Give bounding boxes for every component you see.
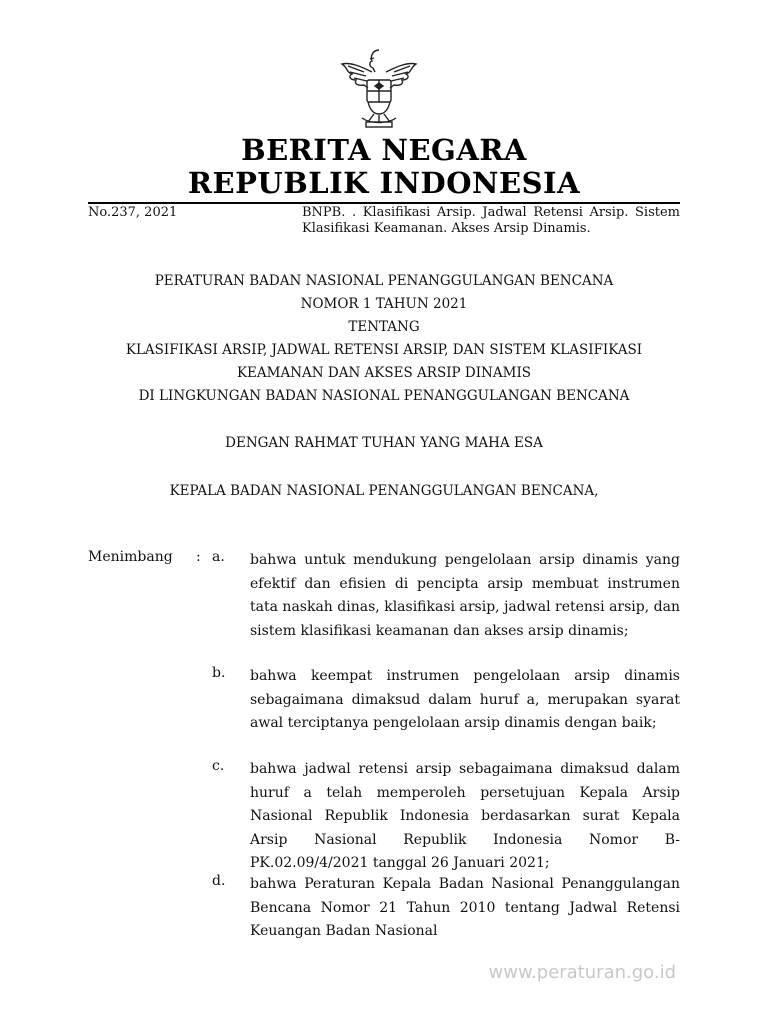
header-divider — [88, 202, 680, 204]
garuda-emblem-icon — [334, 42, 424, 132]
gazette-description: BNPB. . Klasifikasi Arsip. Jadwal Retensi Arsip. Sistem Klasifikasi Keamanan. Akses Arsip Dinamis. — [302, 205, 680, 236]
item-letter: d. — [212, 873, 226, 889]
rahmat-line: DENGAN RAHMAT TUHAN YANG MAHA ESA — [225, 435, 543, 451]
item-letter: c. — [212, 758, 225, 774]
item-text: bahwa keempat instrumen pengelolaan arsip dinamis sebagaimana dimaksud dalam huruf a, merupakan syarat awal terciptanya pengelolaan arsip dinamis dengan baik; — [250, 668, 680, 732]
regulation-line5: KEAMANAN DAN AKSES ARSIP DINAMIS — [236, 365, 532, 381]
gazette-title-line1: BERITA NEGARA — [241, 133, 527, 167]
item-letter: a. — [212, 549, 225, 565]
gazette-number: No.237, 2021 — [88, 205, 178, 220]
item-letter: b. — [212, 665, 226, 681]
regulation-heading — [80, 270, 688, 408]
menimbang-label: Menimbang — [88, 549, 173, 565]
watermark-url: www.peraturan.go.id — [488, 962, 676, 983]
item-text: bahwa jadwal retensi arsip sebagaimana dimaksud dalam huruf a telah memperoleh persetujuan Kepala Arsip Nasional Republik Indonesia berdasarkan surat Kepala Arsip Nasional Republik Indonesia Nomor B-PK.02.09/4/2021 tanggal 26 Januari 2021; — [250, 761, 680, 872]
item-text: bahwa untuk mendukung pengelolaan arsip dinamis yang efektif dan efisien di pencipta arsip membuat instrumen tata naskah dinas, klasifikasi arsip, jadwal retensi arsip, dan sistem klasifikasi keamanan dan akses arsip dinamis; — [250, 552, 680, 639]
menimbang-colon: : — [196, 549, 201, 565]
regulation-line1: PERATURAN BADAN NASIONAL PENANGGULANGAN BENCANA — [154, 273, 614, 289]
kepala-line: KEPALA BADAN NASIONAL PENANGGULANGAN BENCANA, — [169, 483, 599, 499]
gazette-title-line2: REPUBLIK INDONESIA — [187, 166, 581, 200]
regulation-line6: DI LINGKUNGAN BADAN NASIONAL PENANGGULANGAN BENCANA — [138, 388, 630, 404]
regulation-line4: KLASIFIKASI ARSIP, JADWAL RETENSI ARSIP, DAN SISTEM KLASIFIKASI — [125, 342, 643, 358]
regulation-line3: TENTANG — [348, 319, 420, 335]
regulation-line2: NOMOR 1 TAHUN 2021 — [300, 296, 468, 312]
item-text: bahwa Peraturan Kepala Badan Nasional Penanggulangan Bencana Nomor 21 Tahun 2010 tentang Jadwal Retensi Keuangan Badan Nasional — [250, 876, 680, 940]
